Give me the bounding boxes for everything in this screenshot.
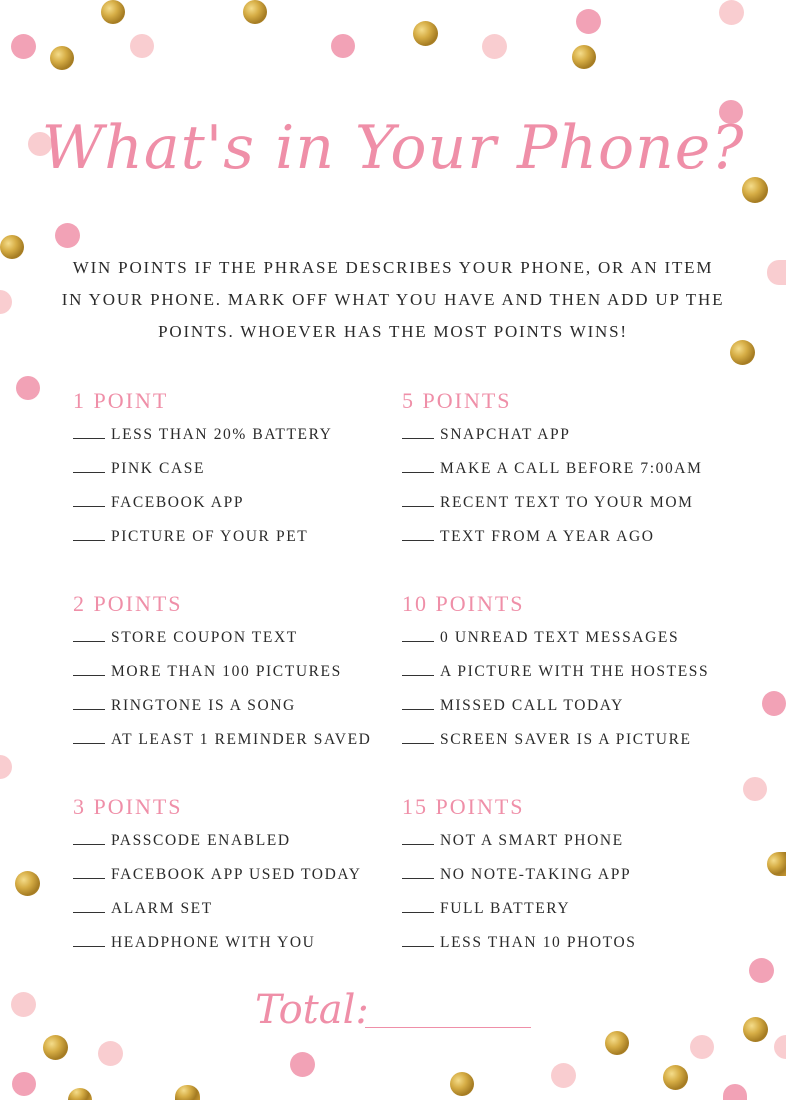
gold-confetti-dot — [50, 46, 74, 70]
item-label: ALARM SET — [111, 900, 213, 917]
checklist-item[interactable] — [402, 831, 732, 865]
gold-confetti-dot — [43, 1035, 68, 1060]
item-label: A PICTURE WITH THE HOSTESS — [440, 663, 710, 680]
section-title: 15 POINTS — [402, 794, 525, 819]
pink-confetti-dot — [749, 958, 774, 983]
section-3-points — [73, 795, 403, 967]
checkbox-blank[interactable] — [402, 506, 434, 507]
section-title: 5 POINTS — [402, 388, 512, 413]
item-label: PINK CASE — [111, 460, 206, 477]
checklist-item[interactable] — [402, 628, 732, 662]
item-label: SCREEN SAVER IS A PICTURE — [440, 731, 692, 748]
checklist-item[interactable] — [73, 899, 403, 933]
light-pink-confetti-dot — [551, 1063, 576, 1088]
checklist-item[interactable] — [73, 527, 403, 561]
section-title: 10 POINTS — [402, 591, 525, 616]
checkbox-blank[interactable] — [73, 743, 105, 744]
checkbox-blank[interactable] — [73, 472, 105, 473]
checkbox-blank[interactable] — [402, 438, 434, 439]
item-label: TEXT FROM A YEAR AGO — [440, 528, 655, 545]
checkbox-blank[interactable] — [73, 506, 105, 507]
checkbox-blank[interactable] — [402, 946, 434, 947]
checkbox-blank[interactable] — [402, 472, 434, 473]
checklist-item[interactable] — [402, 899, 732, 933]
light-pink-confetti-dot — [0, 290, 12, 314]
checkbox-blank[interactable] — [402, 912, 434, 913]
pink-confetti-dot — [12, 1072, 36, 1096]
item-label: RECENT TEXT TO YOUR MOM — [440, 494, 694, 511]
checklist-item[interactable] — [402, 662, 732, 696]
gold-confetti-dot — [101, 0, 125, 24]
checkbox-blank[interactable] — [73, 540, 105, 541]
item-label: PASSCODE ENABLED — [111, 832, 291, 849]
pink-confetti-dot — [331, 34, 355, 58]
checkbox-blank[interactable] — [402, 641, 434, 642]
checkbox-blank[interactable] — [73, 878, 105, 879]
item-label: LESS THAN 10 PHOTOS — [440, 934, 637, 951]
checkbox-blank[interactable] — [73, 946, 105, 947]
item-label: FACEBOOK APP — [111, 494, 245, 511]
item-label: SNAPCHAT APP — [440, 426, 571, 443]
pink-confetti-dot — [723, 1084, 747, 1100]
item-label: RINGTONE IS A SONG — [111, 697, 296, 714]
item-label: NOT A SMART PHONE — [440, 832, 624, 849]
checkbox-blank[interactable] — [402, 709, 434, 710]
item-label: FULL BATTERY — [440, 900, 571, 917]
item-label: STORE COUPON TEXT — [111, 629, 298, 646]
pink-confetti-dot — [762, 691, 786, 716]
checklist-item[interactable] — [402, 730, 732, 764]
checkbox-blank[interactable] — [402, 878, 434, 879]
gold-confetti-dot — [767, 852, 786, 876]
item-label: HEADPHONE WITH YOU — [111, 934, 316, 951]
item-label: FACEBOOK APP USED TODAY — [111, 866, 362, 883]
item-label: MAKE A CALL BEFORE 7:00AM — [440, 460, 703, 477]
gold-confetti-dot — [175, 1085, 200, 1100]
item-label: PICTURE OF YOUR PET — [111, 528, 309, 545]
section-1-point — [73, 389, 403, 561]
checklist-item[interactable] — [73, 831, 403, 865]
checkbox-blank[interactable] — [73, 438, 105, 439]
checklist-item[interactable] — [73, 865, 403, 899]
checklist-item[interactable] — [73, 493, 403, 527]
checkbox-blank[interactable] — [73, 912, 105, 913]
light-pink-confetti-dot — [690, 1035, 714, 1059]
light-pink-confetti-dot — [11, 992, 36, 1017]
checklist-item[interactable] — [402, 425, 732, 459]
gold-confetti-dot — [413, 21, 438, 46]
section-title: 1 POINT — [73, 388, 169, 413]
total-label: Total: — [255, 987, 369, 1033]
checkbox-blank[interactable] — [402, 743, 434, 744]
gold-confetti-dot — [572, 45, 596, 69]
item-label: MORE THAN 100 PICTURES — [111, 663, 342, 680]
gold-confetti-dot — [663, 1065, 688, 1090]
item-label: LESS THAN 20% BATTERY — [111, 426, 333, 443]
light-pink-confetti-dot — [767, 260, 786, 285]
gold-confetti-dot — [15, 871, 40, 896]
checklist-item[interactable] — [402, 933, 732, 967]
checklist-item[interactable] — [73, 730, 403, 764]
section-title: 3 POINTS — [73, 794, 183, 819]
section-15-points — [402, 795, 732, 967]
item-label: AT LEAST 1 REMINDER SAVED — [111, 731, 372, 748]
checkbox-blank[interactable] — [402, 844, 434, 845]
checkbox-blank[interactable] — [73, 641, 105, 642]
checklist-item[interactable] — [73, 696, 403, 730]
pink-confetti-dot — [290, 1052, 315, 1077]
pink-confetti-dot — [576, 9, 601, 34]
item-label: 0 UNREAD TEXT MESSAGES — [440, 629, 680, 646]
checklist-item[interactable] — [402, 459, 732, 493]
light-pink-confetti-dot — [98, 1041, 123, 1066]
section-10-points — [402, 592, 732, 764]
gold-confetti-dot — [243, 0, 267, 24]
gold-confetti-dot — [730, 340, 755, 365]
checkbox-blank[interactable] — [402, 675, 434, 676]
checkbox-blank[interactable] — [402, 540, 434, 541]
light-pink-confetti-dot — [482, 34, 507, 59]
page-title: What's in Your Phone? — [41, 113, 745, 183]
checkbox-blank[interactable] — [73, 844, 105, 845]
checklist-item[interactable] — [73, 459, 403, 493]
pink-confetti-dot — [16, 376, 40, 400]
checklist-item[interactable] — [73, 425, 403, 459]
light-pink-confetti-dot — [130, 34, 154, 58]
light-pink-confetti-dot — [719, 0, 744, 25]
gold-confetti-dot — [605, 1031, 629, 1055]
checklist-item[interactable] — [73, 933, 403, 967]
light-pink-confetti-dot — [743, 777, 767, 801]
gold-confetti-dot — [0, 235, 24, 259]
gold-confetti-dot — [68, 1088, 92, 1100]
total-input-line[interactable] — [365, 1027, 531, 1028]
checklist-item[interactable] — [402, 865, 732, 899]
checklist-item[interactable] — [402, 527, 732, 561]
section-2-points — [73, 592, 403, 764]
checklist-item[interactable] — [402, 493, 732, 527]
section-5-points — [402, 389, 732, 561]
checklist-item[interactable] — [402, 696, 732, 730]
light-pink-confetti-dot — [0, 755, 12, 779]
item-label: MISSED CALL TODAY — [440, 697, 624, 714]
checkbox-blank[interactable] — [73, 675, 105, 676]
pink-confetti-dot — [55, 223, 80, 248]
checkbox-blank[interactable] — [73, 709, 105, 710]
light-pink-confetti-dot — [774, 1035, 786, 1059]
instructions: WIN POINTS IF THE PHRASE DESCRIBES YOUR PHONE, OR AN ITEM IN YOUR PHONE. MARK OFF WHAT YOU HAVE AND THEN ADD UP THE POINTS. WHOEVER HAS THE MOST POINTS WINS! — [61, 258, 725, 341]
pink-confetti-dot — [11, 34, 36, 59]
item-label: NO NOTE-TAKING APP — [440, 866, 632, 883]
gold-confetti-dot — [450, 1072, 474, 1096]
gold-confetti-dot — [743, 1017, 768, 1042]
checklist-item[interactable] — [73, 662, 403, 696]
checklist-item[interactable] — [73, 628, 403, 662]
section-title: 2 POINTS — [73, 591, 183, 616]
